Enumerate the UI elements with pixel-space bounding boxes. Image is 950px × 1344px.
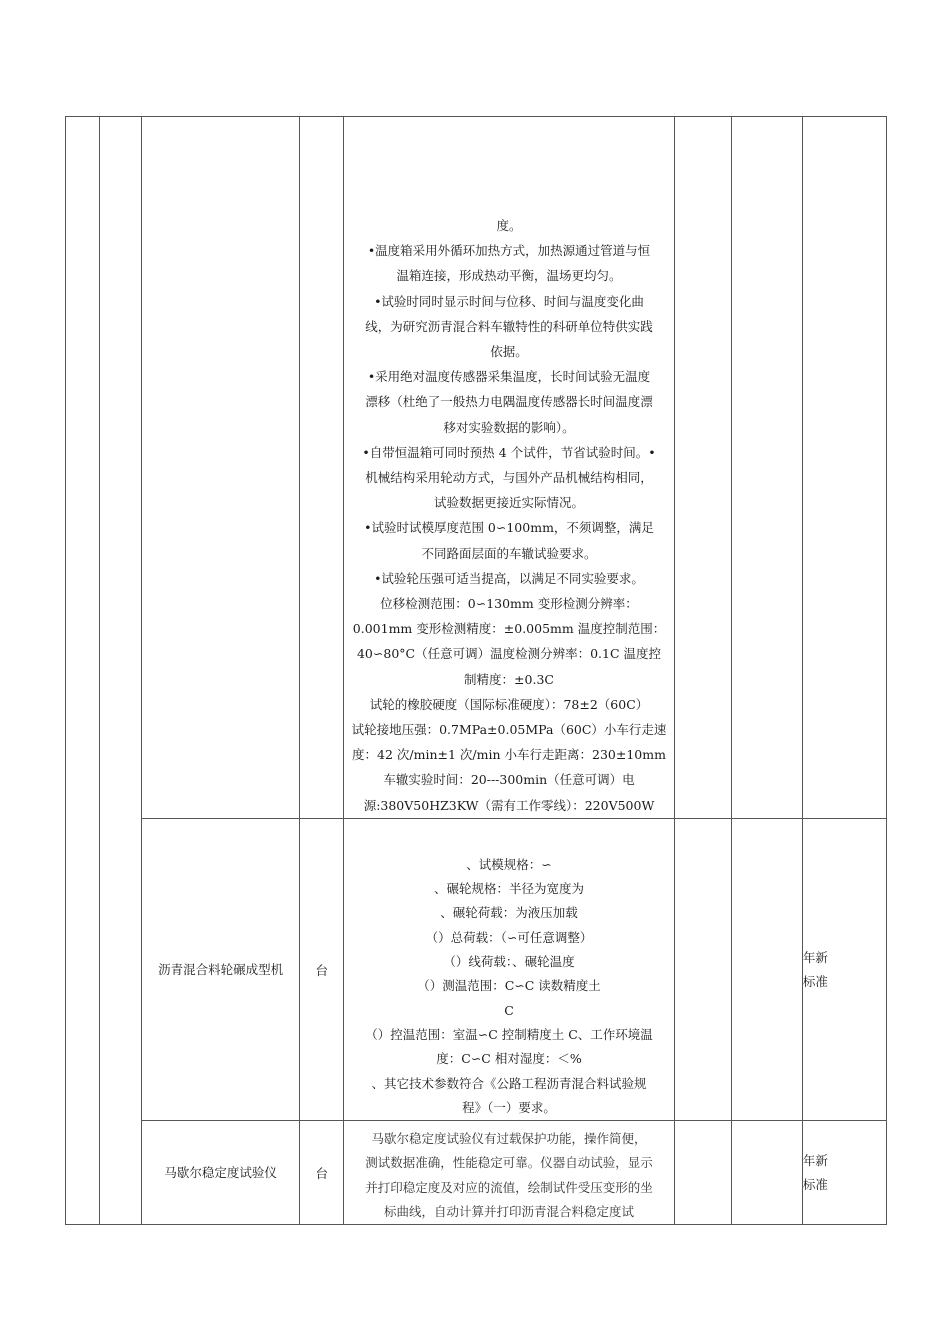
description-line: 、试模规格：∽ <box>466 856 552 872</box>
equipment-name-cell: 马歇尔稳定度试验仪 <box>142 1121 300 1225</box>
description-line: 试轮的橡胶硬度（国际标准硬度）：78±2（60C） <box>369 696 649 712</box>
unit-cell: 台 <box>300 1121 344 1225</box>
unit-cell <box>300 117 344 819</box>
description-line: 依据。 <box>490 344 528 360</box>
category-cell <box>100 117 142 1225</box>
note-cell: 年新 标准 <box>802 1121 886 1225</box>
equipment-name-cell <box>142 117 300 819</box>
description-line: 测试数据准确，性能稳定可靠。仪器自动试验，显示 <box>365 1155 653 1171</box>
quantity-cell <box>674 1121 731 1225</box>
description-line: （）线荷载：、碾轮温度 <box>443 954 575 970</box>
description-line: 并打印稳定度及对应的流值，绘制试件受压变形的坐 <box>365 1179 653 1195</box>
description-line: 不同路面层面的车辙试验要求。 <box>421 545 597 561</box>
description-line: 车辙实验时间：20---300min（任意可调）电 <box>383 772 635 788</box>
index-cell <box>66 117 100 1225</box>
price-cell <box>731 1121 802 1225</box>
description-line: •温度箱采用外循环加热方式，加热源通过管道与恒 <box>367 243 651 259</box>
description-line: 漂移（杜绝了一般热力电隅温度传感器长时间温度漂 <box>365 394 653 410</box>
description-line: 试验数据更接近实际情况。 <box>434 495 585 511</box>
quantity-cell <box>674 117 731 819</box>
description-line: 、其它技术参数符合《公路工程沥青混合料试验规 <box>371 1075 647 1091</box>
price-cell <box>731 818 802 1120</box>
quantity-cell <box>674 818 731 1120</box>
description-line: 度：C∽C 相对湿度：＜% <box>436 1051 582 1067</box>
description-line: 制精度：±0.3C <box>464 671 554 687</box>
table-row <box>66 117 887 819</box>
description-line: （）测温范围：C∽C 读数精度土 <box>417 978 601 994</box>
description-line: •试验轮压强可适当提高，以满足不同实验要求。 <box>374 570 644 586</box>
description-line: •采用绝对温度传感器采集温度，长时间试验无温度 <box>367 369 651 385</box>
description-cell <box>344 818 674 1120</box>
description-line: 马歇尔稳定度试验仪有过载保护功能，操作简便， <box>371 1131 647 1147</box>
description-line: 程》（一）要求。 <box>462 1099 556 1115</box>
description-line: 移对实验数据的影响）。 <box>443 419 575 435</box>
table-row <box>66 1121 887 1225</box>
description-line: •试验时试模厚度范围 0∽100mm，不须调整，满足 <box>364 520 654 536</box>
description-line: 源:380V50HZ3KW（需有工作零线）：220V500W <box>363 797 655 813</box>
note-cell <box>802 117 886 819</box>
unit-cell: 台 <box>300 818 344 1120</box>
price-cell <box>731 117 802 819</box>
description-line: C <box>504 1002 514 1018</box>
description-line: •试验时同时显示时间与位移、时间与温度变化曲 <box>374 293 644 309</box>
description-line: 度：42 次/min±1 次/min 小车行走距离：230±10mm <box>352 747 666 763</box>
description-line: 位移检测范围：0∽130mm 变形检测分辨率： <box>380 596 638 612</box>
description-line: •自带恒温箱可同时预热 4 个试件，节省试验时间。• <box>362 444 656 460</box>
note-cell: 年新 标准 <box>802 818 886 1120</box>
description-line: 机械结构采用轮动方式，与国外产品机械结构相同， <box>365 470 653 486</box>
description-line: 0.001mm 变形检测精度：±0.005mm 温度控制范围： <box>352 621 666 637</box>
description-cell <box>344 117 674 819</box>
equipment-name-cell: 沥青混合料轮碾成型机 <box>142 818 300 1120</box>
description-line: 标曲线，自动计算并打印沥青混合料稳定度试 <box>384 1204 635 1220</box>
table-row <box>66 818 887 1120</box>
description-line: 试轮接地压强：0.7MPa±0.05MPa（60C）小车行走速 <box>351 722 667 738</box>
description-line: （）总荷载：（∽可任意调整） <box>425 929 593 945</box>
equipment-spec-table <box>65 116 887 1225</box>
description-line: （）控温范围：室温∽C 控制精度土 C、工作环境温 <box>365 1026 653 1042</box>
description-cell <box>344 1121 674 1225</box>
description-line: 温箱连接，形成热动平衡，温场更均匀。 <box>396 268 622 284</box>
description-line: 、碾轮规格：半径为宽度为 <box>434 881 585 897</box>
description-line: 线，为研究沥青混合料车辙特性的科研单位特供实践 <box>365 318 653 334</box>
description-line: 度。 <box>496 218 522 233</box>
description-line: 40∽80°C（任意可调）温度检测分辨率：0.1C 温度控 <box>356 646 662 662</box>
description-line: 、碾轮荷载：为液压加载 <box>440 905 578 921</box>
